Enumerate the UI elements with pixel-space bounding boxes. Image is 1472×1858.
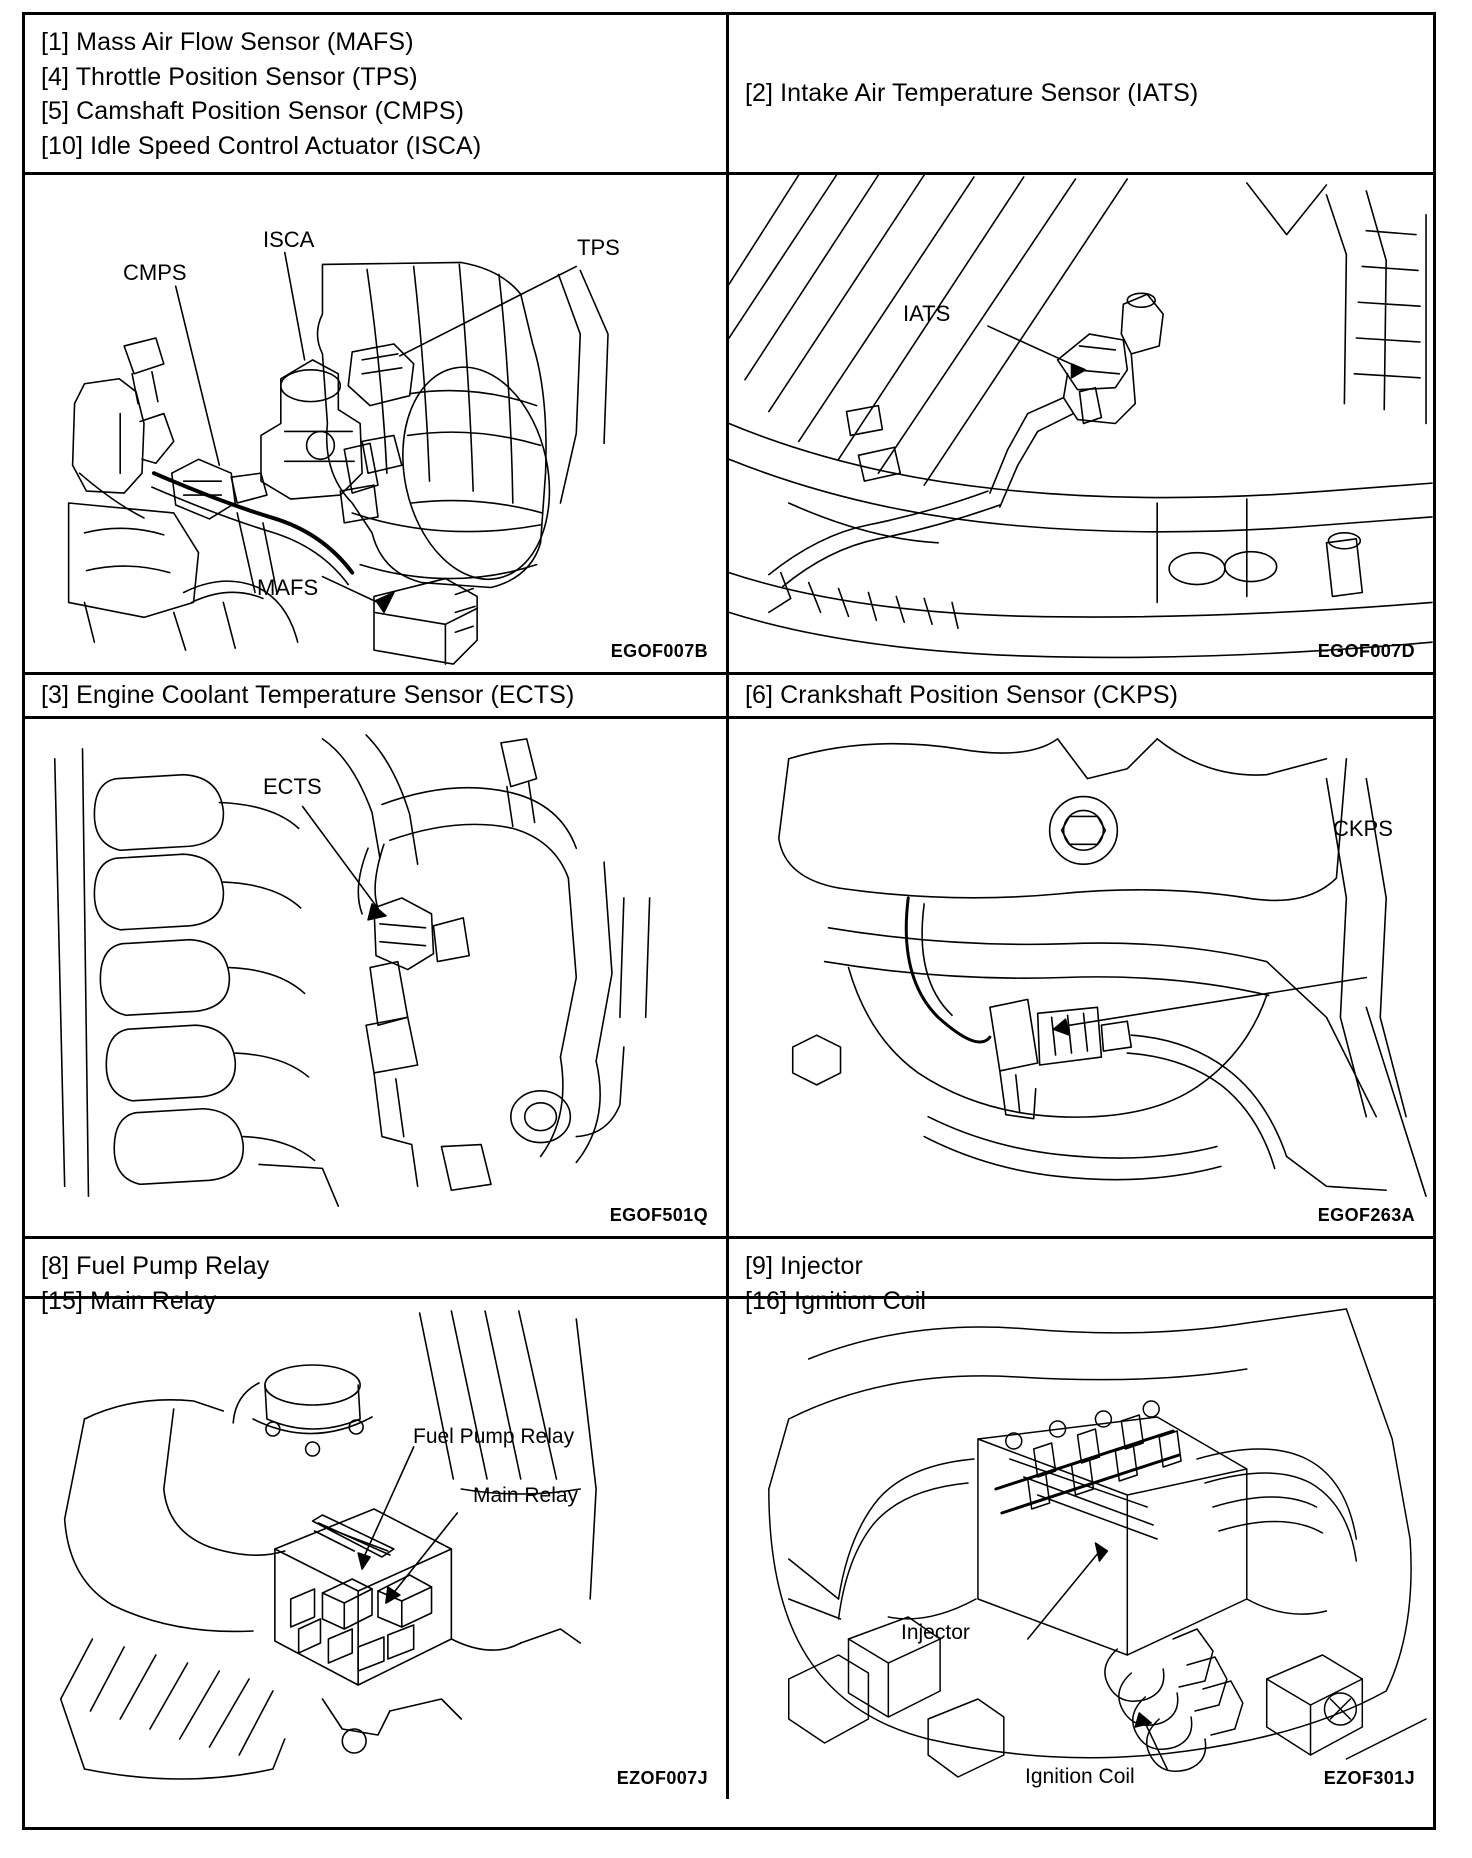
panel-5-header-line-2: [15] Main Relay [41,1286,217,1315]
panel-3-header-text [25,675,726,716]
callout-cmps: CMPS [123,260,187,285]
component-location-table [22,12,1436,1830]
panel-3-figure [25,719,726,1236]
engine-intake-illustration [25,175,726,672]
callout-injector: Injector [901,1621,970,1644]
panel-4-header [729,675,1433,719]
panel-1-header-line-2: [4] Throttle Position Sensor (TPS) [41,62,418,91]
coolant-temp-sensor-illustration [25,719,726,1236]
figure-code-1: EGOF007B [610,641,708,661]
panel-1-header [25,15,729,175]
panel-5-figure [25,1299,726,1799]
callout-mafs: MAFS [257,575,319,600]
panel-1-header-line-1: [1] Mass Air Flow Sensor (MAFS) [41,28,414,56]
callout-iats: IATS [903,301,951,326]
panel-6-figure [729,1299,1433,1799]
figure-code-5: EZOF007J [616,1768,708,1788]
panel-1-header-line-4: [10] Idle Speed Control Actuator (ISCA) [41,131,482,160]
panel-6-header-line-1: [9] Injector [745,1252,863,1280]
panel-4-header-line-1: [6] Crankshaft Position Sensor (CKPS) [745,681,1179,710]
callout-fuel-pump-relay: Fuel Pump Relay [413,1425,575,1448]
panel-6-figure-cell [729,1299,1433,1799]
panel-4-header-text [729,675,1433,716]
callout-main-relay: Main Relay [473,1484,579,1507]
panel-5-header-line-1: [8] Fuel Pump Relay [41,1252,270,1280]
callout-ckps: CKPS [1333,816,1393,841]
callout-tps: TPS [577,235,620,260]
intake-air-temp-illustration [729,175,1433,672]
figure-code-4: EGOF263A [1317,1205,1415,1225]
panel-1-header-line-3: [5] Camshaft Position Sensor (CMPS) [41,97,465,125]
panel-6-header [729,1239,1433,1315]
panel-2-header-line-1: [2] Intake Air Temperature Sensor (IATS) [745,79,1199,108]
panel-3-header [25,675,729,719]
panel-3-figure-cell [25,719,729,1239]
relay-box-illustration [25,1299,726,1799]
panel-4-figure [729,719,1433,1236]
figure-code-3: EGOF501Q [609,1205,708,1225]
panel-2-header [729,15,1433,175]
crank-position-sensor-illustration [729,719,1433,1236]
panel-6-header-line-2: [16] Ignition Coil [745,1286,927,1315]
panel-5-figure-cell [25,1299,729,1799]
panel-1-header-text [25,15,726,169]
callout-isca: ISCA [263,227,315,252]
panel-2-figure-cell [729,175,1433,675]
panel-4-figure-cell [729,719,1433,1239]
panel-2-figure [729,175,1433,672]
figure-code-6: EZOF301J [1323,1768,1415,1788]
callout-ects: ECTS [263,774,322,799]
figure-code-2: EGOF007D [1317,641,1415,661]
panel-2-header-text [729,15,1433,172]
panel-3-header-line-1: [3] Engine Coolant Temperature Sensor (ECTS) [41,681,575,710]
panel-1-figure-cell [25,175,729,675]
injector-ignition-coil-illustration [729,1299,1433,1799]
panel-5-header [25,1239,729,1315]
callout-ignition-coil: Ignition Coil [1025,1765,1135,1788]
panel-1-figure [25,175,726,672]
